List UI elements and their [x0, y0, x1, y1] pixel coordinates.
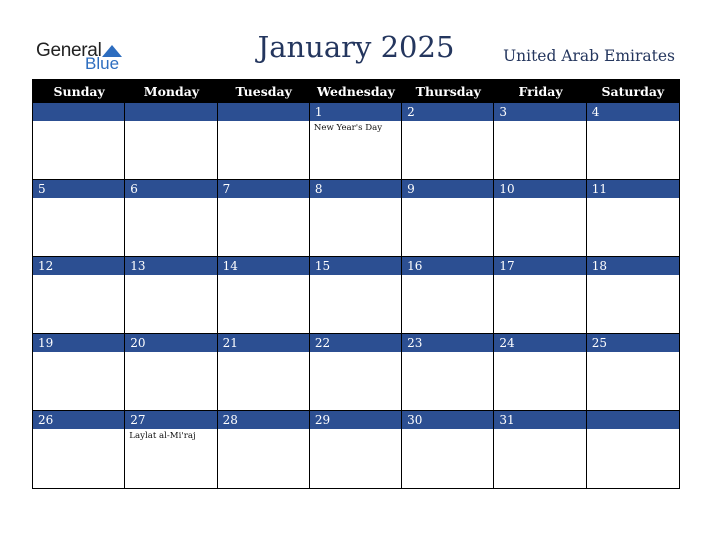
day-number: 6: [125, 180, 216, 198]
holiday-label: [33, 352, 124, 354]
day-number: 11: [587, 180, 679, 198]
day-cell: [494, 257, 586, 334]
day-number: 9: [402, 180, 493, 198]
holiday-label: [310, 352, 401, 354]
day-number: 25: [587, 334, 679, 352]
day-number: 22: [310, 334, 401, 352]
day-cell: [218, 334, 310, 411]
week-row: [33, 180, 679, 257]
day-cell: [33, 334, 125, 411]
holiday-label: [402, 275, 493, 277]
holiday-label: [218, 275, 309, 277]
day-cell: [494, 411, 586, 488]
day-number: 3: [494, 103, 585, 121]
day-cell: [125, 411, 217, 488]
holiday-label: [494, 121, 585, 123]
weekday-label: Tuesday: [235, 84, 292, 99]
day-number: 29: [310, 411, 401, 429]
holiday-label: [33, 198, 124, 200]
holiday-label: [402, 198, 493, 200]
day-cell: [125, 334, 217, 411]
weekday-label: Wednesday: [317, 84, 395, 99]
day-number: 17: [494, 257, 585, 275]
day-number: 28: [218, 411, 309, 429]
holiday-label: [402, 121, 493, 123]
week-row: [33, 334, 679, 411]
day-number: 8: [310, 180, 401, 198]
day-number: 16: [402, 257, 493, 275]
day-cell: [125, 257, 217, 334]
holiday-label: [310, 429, 401, 431]
holiday-label: [310, 275, 401, 277]
day-number: 27: [125, 411, 216, 429]
holiday-label: [494, 429, 585, 431]
day-number: 4: [587, 103, 679, 121]
holiday-label: [587, 121, 679, 123]
weekday-label: Thursday: [415, 84, 481, 99]
day-number: 24: [494, 334, 585, 352]
holiday-label: Laylat al-Mi'raj: [129, 431, 196, 441]
day-number: 26: [33, 411, 124, 429]
holiday-label: [587, 198, 679, 200]
holiday-label: [33, 429, 124, 431]
holiday-label: [587, 429, 679, 431]
day-number: 2: [402, 103, 493, 121]
day-cell: [402, 180, 494, 257]
day-number: 10: [494, 180, 585, 198]
day-number: 23: [402, 334, 493, 352]
holiday-label: [402, 429, 493, 431]
day-cell: [402, 103, 494, 180]
holiday-label: [402, 352, 493, 354]
week-row: [33, 103, 679, 180]
day-number: 1: [310, 103, 401, 121]
day-cell: [587, 257, 679, 334]
day-number: 5: [33, 180, 124, 198]
day-number: 13: [125, 257, 216, 275]
weekday-label: Sunday: [53, 84, 105, 99]
day-number: 18: [587, 257, 679, 275]
holiday-label: [494, 352, 585, 354]
day-number: [33, 103, 124, 121]
day-cell: [218, 103, 310, 180]
holiday-label: [218, 352, 309, 354]
day-number: 30: [402, 411, 493, 429]
day-number: 15: [310, 257, 401, 275]
day-number: 12: [33, 257, 124, 275]
day-cell: [310, 334, 402, 411]
day-cell: [125, 180, 217, 257]
day-number: 21: [218, 334, 309, 352]
day-cell: [310, 103, 402, 180]
day-cell: [587, 180, 679, 257]
day-cell: [494, 334, 586, 411]
holiday-label: [125, 121, 216, 123]
day-cell: [587, 334, 679, 411]
day-cell: [587, 103, 679, 180]
day-cell: [494, 103, 586, 180]
day-cell: [33, 180, 125, 257]
calendar-grid: [32, 79, 680, 489]
day-number: [587, 411, 679, 429]
holiday-label: [218, 121, 309, 123]
holiday-label: [125, 198, 216, 200]
holiday-label: [494, 198, 585, 200]
day-cell: [218, 257, 310, 334]
holiday-label: [218, 429, 309, 431]
holiday-label: [33, 275, 124, 277]
holiday-label: [587, 352, 679, 354]
holiday-label: [33, 121, 124, 123]
day-cell: [218, 180, 310, 257]
week-row: [33, 411, 679, 488]
day-cell: [310, 180, 402, 257]
day-cell: [125, 103, 217, 180]
holiday-label: [125, 352, 216, 354]
day-number: [125, 103, 216, 121]
country-label: United Arab Emirates: [503, 47, 675, 65]
holiday-label: [587, 275, 679, 277]
day-cell: [402, 257, 494, 334]
day-cell: [310, 411, 402, 488]
day-cell: [33, 411, 125, 488]
day-number: 20: [125, 334, 216, 352]
day-number: 19: [33, 334, 124, 352]
holiday-label: [494, 275, 585, 277]
week-row: [33, 257, 679, 334]
day-number: [218, 103, 309, 121]
logo-text-general: General: [36, 40, 102, 61]
day-cell: [402, 411, 494, 488]
weekday-label: Monday: [143, 84, 200, 99]
day-cell: [402, 334, 494, 411]
holiday-label: New Year's Day: [313, 123, 383, 133]
weekday-label: Friday: [518, 84, 563, 99]
page-title: January 2025: [257, 30, 455, 64]
holiday-label: [218, 198, 309, 200]
day-number: 14: [218, 257, 309, 275]
holiday-label: [310, 198, 401, 200]
day-cell: [494, 180, 586, 257]
day-cell: [218, 411, 310, 488]
holiday-label: [125, 275, 216, 277]
weekday-header: [33, 80, 679, 103]
day-number: 31: [494, 411, 585, 429]
logo-text-blue: Blue: [85, 54, 120, 73]
day-number: 7: [218, 180, 309, 198]
day-cell: [310, 257, 402, 334]
day-cell: [587, 411, 679, 488]
day-cell: [33, 103, 125, 180]
weekday-label: Saturday: [601, 84, 665, 99]
day-cell: [33, 257, 125, 334]
